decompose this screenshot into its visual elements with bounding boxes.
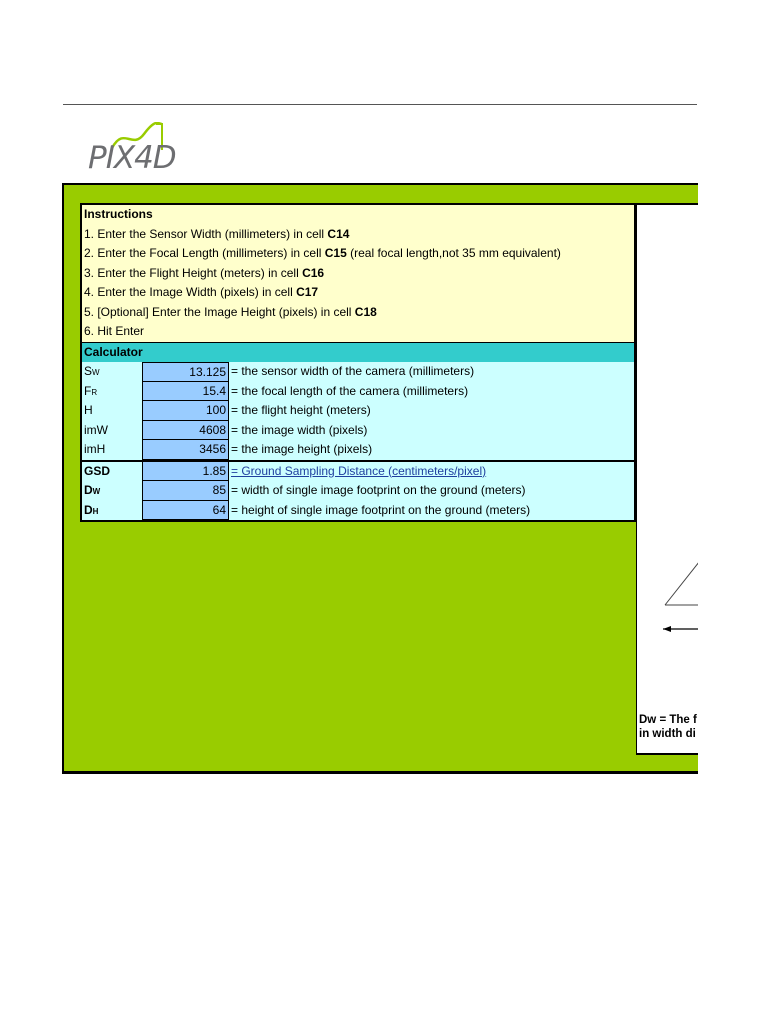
- instruction-cell-ref: C14: [327, 226, 350, 241]
- footprint-diagram: [637, 545, 698, 645]
- input-row: [82, 382, 634, 402]
- variable-symbol: D: [84, 483, 93, 497]
- instruction-item: [82, 244, 634, 264]
- instruction-text: 4. Enter the Image Width (pixels) in cell: [84, 285, 297, 299]
- description-text: = the image width (pixels): [231, 422, 368, 437]
- variable-label: [82, 481, 142, 501]
- description-text: = the flight height (meters): [231, 403, 371, 417]
- variable-label: [82, 401, 142, 421]
- description-text: = the sensor width of the camera (millimeters): [231, 364, 475, 378]
- variable-subscript: H: [92, 506, 99, 516]
- input-value-cell[interactable]: 3456: [142, 440, 229, 460]
- description-text: = the focal length of the camera (millimeters): [231, 383, 469, 398]
- logo-text: PIX4D: [88, 140, 176, 176]
- variable-description: [229, 440, 634, 460]
- variable-symbol: H: [84, 403, 93, 417]
- input-value-cell[interactable]: 13.125: [142, 362, 229, 382]
- result-row: [82, 501, 634, 521]
- instruction-text: 3. Enter the Flight Height (meters) in cell: [84, 265, 303, 280]
- variable-description: [229, 421, 634, 441]
- instruction-note: (real focal length,not 35 mm equivalent): [346, 246, 561, 260]
- variable-label: [82, 501, 142, 521]
- input-value-cell[interactable]: 15.4: [142, 382, 229, 402]
- variable-description: [229, 481, 634, 501]
- variable-label: [82, 362, 142, 382]
- variable-label: [82, 462, 142, 482]
- instruction-cell-ref: C15: [324, 246, 347, 260]
- variable-symbol: imH: [84, 442, 106, 456]
- instruction-cell-ref: C18: [354, 304, 377, 319]
- instruction-text: 6. Hit Enter: [84, 324, 145, 338]
- calculator-results: [82, 460, 634, 521]
- top-divider: [63, 104, 697, 105]
- result-value-cell: 1.85: [142, 462, 229, 482]
- instruction-item: [82, 303, 634, 323]
- variable-symbol: D: [84, 502, 93, 517]
- variable-subscript: W: [92, 487, 101, 496]
- instructions-list: [82, 225, 634, 342]
- variable-symbol: GSD: [84, 463, 111, 478]
- variable-description: [229, 362, 634, 382]
- variable-symbol: F: [84, 383, 92, 398]
- instruction-item: [82, 264, 634, 284]
- result-row: [82, 462, 634, 482]
- variable-description: [229, 382, 634, 402]
- side-note: [639, 713, 697, 741]
- variable-description: [229, 462, 634, 482]
- result-value-cell: 85: [142, 481, 229, 501]
- input-value-cell[interactable]: 100: [142, 401, 229, 421]
- instruction-item: [82, 225, 634, 245]
- side-note-line-1: Dw = The f: [639, 714, 697, 726]
- variable-symbol: S: [84, 364, 93, 378]
- description-text: = width of single image footprint on the ground (meters): [231, 483, 526, 497]
- instructions-header: Instructions: [82, 205, 634, 225]
- variable-description: [229, 501, 634, 521]
- variable-label: [82, 440, 142, 460]
- input-row: [82, 362, 634, 382]
- pix4d-logo: [88, 122, 176, 176]
- instruction-cell-ref: C17: [296, 285, 319, 299]
- description-text: = height of single image footprint on the ground (meters): [231, 502, 531, 517]
- instruction-text: 5. [Optional] Enter the Image Height (pixels) in cell: [84, 304, 355, 319]
- input-row: [82, 440, 634, 460]
- input-value-cell[interactable]: 4608: [142, 421, 229, 441]
- result-row: [82, 481, 634, 501]
- gsd-calculator-sheet: [80, 203, 636, 522]
- instruction-cell-ref: C16: [302, 265, 325, 280]
- calculator-inputs: [82, 362, 634, 460]
- instruction-text: 2. Enter the Focal Length (millimeters) in cell: [84, 246, 325, 260]
- instruction-text: 1. Enter the Sensor Width (millimeters) in cell: [84, 226, 328, 241]
- variable-symbol: imW: [84, 422, 108, 437]
- instruction-item: [82, 322, 634, 342]
- instruction-item: [82, 283, 634, 303]
- gsd-link[interactable]: = Ground Sampling Distance (centimeters/pixel): [231, 463, 487, 478]
- variable-description: [229, 401, 634, 421]
- result-value-cell: 64: [142, 501, 229, 521]
- input-row: [82, 401, 634, 421]
- side-note-line-2: in width di: [639, 728, 696, 740]
- calculator-header: Calculator: [82, 342, 634, 363]
- variable-subscript: W: [92, 368, 100, 377]
- input-row: [82, 421, 634, 441]
- side-diagram-panel: [636, 203, 698, 755]
- variable-subscript: R: [91, 387, 98, 397]
- variable-label: [82, 421, 142, 441]
- variable-label: [82, 382, 142, 402]
- description-text: = the image height (pixels): [231, 442, 373, 456]
